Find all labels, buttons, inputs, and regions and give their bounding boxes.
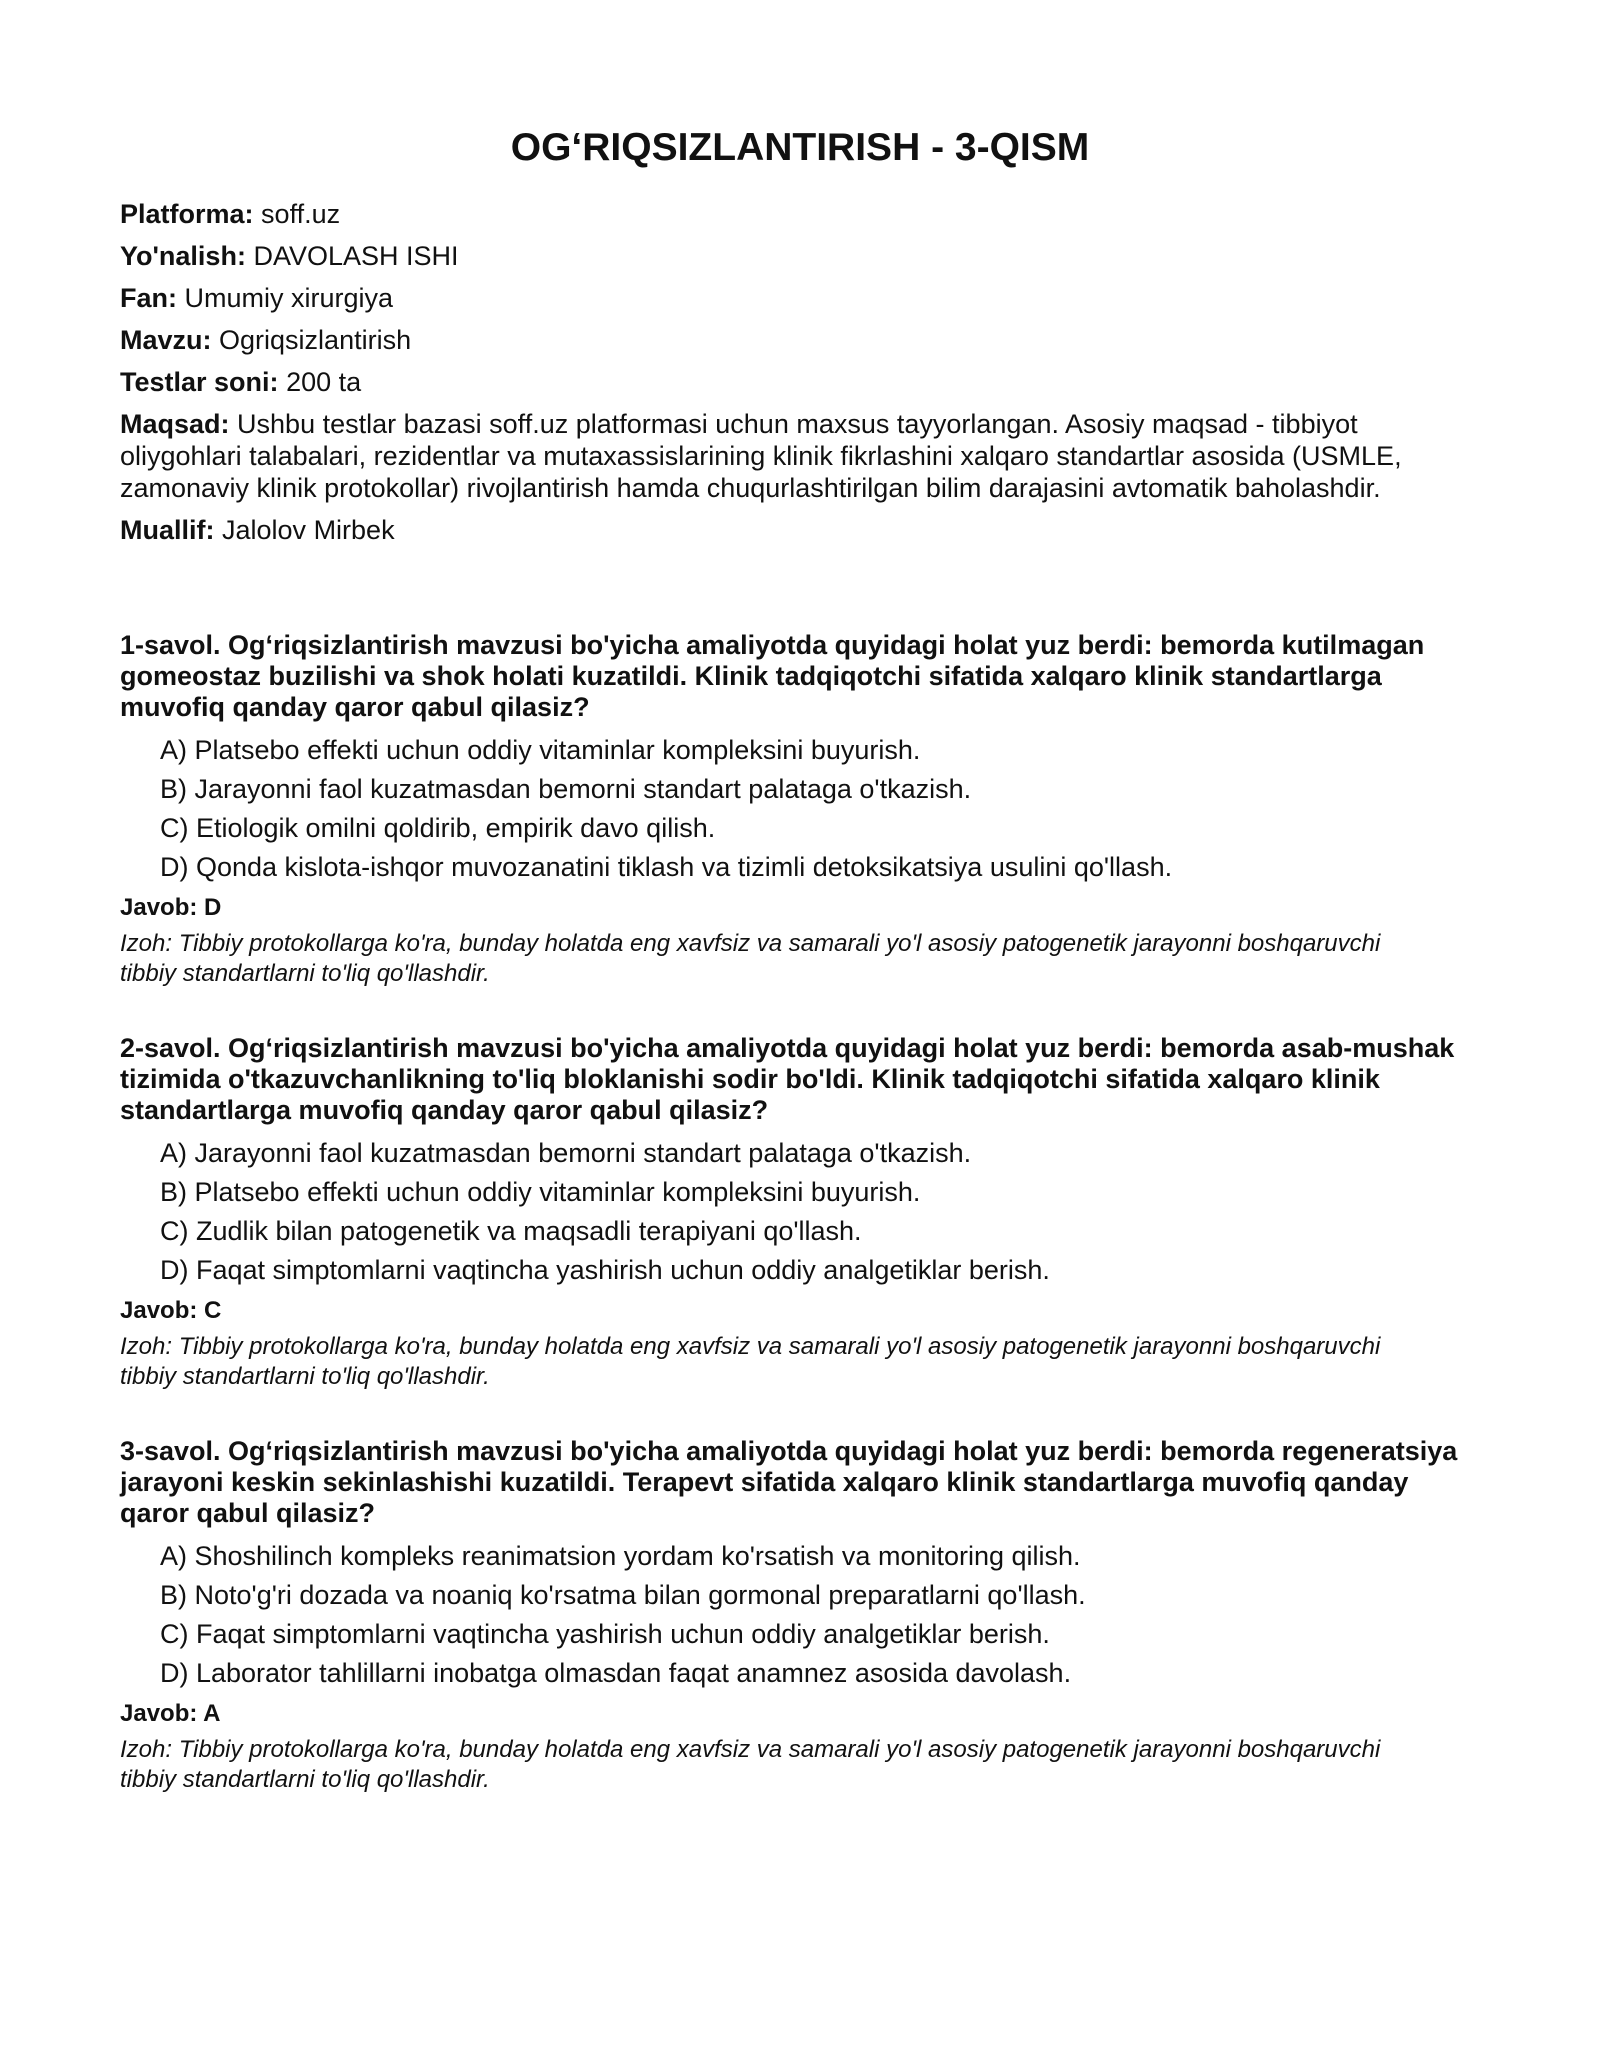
meta-direction xyxy=(120,240,1480,272)
meta-author-key: Muallif: xyxy=(120,515,215,545)
question-3 xyxy=(120,1436,1480,1795)
meta-topic xyxy=(120,324,1480,356)
question-1 xyxy=(120,630,1480,989)
option-b: B) Platsebo effekti uchun oddiy vitaminlar kompleksini buyurish. xyxy=(160,1177,921,1207)
answer-options xyxy=(120,1138,1480,1286)
meta-direction-value: DAVOLASH ISHI xyxy=(253,241,459,271)
meta-test-count-key: Testlar soni: xyxy=(120,367,279,397)
question-text: 1-savol. Og‘riqsizlantirish mavzusi bo'yicha amaliyotda quyidagi holat yuz berdi: bemorda kutilmagan gomeostaz buzilishi va shok holati kuzatildi. Klinik tadqiqotchi sifatida xalqaro klinik standartlarga muvofiq qanday qaror qabul qilasiz? xyxy=(120,630,1425,722)
document-page xyxy=(120,0,1480,1839)
meta-topic-value: Ogriqsizlantirish xyxy=(219,325,412,355)
option-c: C) Zudlik bilan patogenetik va maqsadli terapiyani qo'llash. xyxy=(160,1216,862,1246)
document-meta xyxy=(120,198,1480,546)
question-text: 2-savol. Og‘riqsizlantirish mavzusi bo'yicha amaliyotda quyidagi holat yuz berdi: bemorda asab-mushak tizimida o'tkazuvchanlikning to'liq bloklanishi sodir bo'ldi. Klinik tadqiqotchi sifatida xalqaro klinik standartlarga muvofiq qanday qaror qabul qilasiz? xyxy=(120,1033,1455,1125)
meta-goal xyxy=(120,408,1470,504)
option-d: D) Qonda kislota-ishqor muvozanatini tiklash va tizimli detoksikatsiya usulini qo'llash. xyxy=(160,852,1173,882)
meta-subject-key: Fan: xyxy=(120,283,177,313)
meta-goal-key: Maqsad: xyxy=(120,409,230,439)
option-a: A) Shoshilinch kompleks reanimatsion yordam ko'rsatish va monitoring qilish. xyxy=(160,1541,1081,1571)
meta-author-value: Jalolov Mirbek xyxy=(222,515,395,545)
meta-goal-value: Ushbu testlar bazasi soff.uz platformasi uchun maxsus tayyorlangan. Asosiy maqsad - tibbiyot oliygohlari talabalari, rezidentlar va mutaxassislarining klinik fikrlashini xalqaro standartlar asosida (USMLE, zamonaviy klinik protokollar) rivojlantirish hamda chuqurlashtirilgan bilim darajasini avtomatik baholashdir. xyxy=(120,409,1402,503)
option-a: A) Platsebo effekti uchun oddiy vitaminlar kompleksini buyurish. xyxy=(160,735,921,765)
correct-answer: Javob: A xyxy=(120,1700,221,1727)
meta-topic-key: Mavzu: xyxy=(120,325,212,355)
option-b: B) Jarayonni faol kuzatmasdan bemorni standart palataga o'tkazish. xyxy=(160,774,972,804)
meta-direction-key: Yo'nalish: xyxy=(120,241,246,271)
document-title: OG‘RIQSIZLANTIRISH - 3-QISM xyxy=(510,126,1090,169)
meta-platform-key: Platforma: xyxy=(120,199,254,229)
answer-explanation: Izoh: Tibbiy protokollarga ko'ra, bunday holatda eng xavfsiz va samarali yo'l asosiy patogenetik jarayonni boshqaruvchi tibbiy standartlarni to'liq qo'llashdir. xyxy=(120,1333,1381,1390)
option-a: A) Jarayonni faol kuzatmasdan bemorni standart palataga o'tkazish. xyxy=(160,1138,972,1168)
meta-subject xyxy=(120,282,1480,314)
meta-author xyxy=(120,514,1480,546)
answer-options xyxy=(120,1541,1480,1689)
answer-options xyxy=(120,735,1480,883)
meta-subject-value: Umumiy xirurgiya xyxy=(184,283,394,313)
answer-explanation: Izoh: Tibbiy protokollarga ko'ra, bunday holatda eng xavfsiz va samarali yo'l asosiy patogenetik jarayonni boshqaruvchi tibbiy standartlarni to'liq qo'llashdir. xyxy=(120,1736,1381,1793)
option-b: B) Noto'g'ri dozada va noaniq ko'rsatma bilan gormonal preparatlarni qo'llash. xyxy=(160,1580,1086,1610)
meta-platform xyxy=(120,198,1480,230)
answer-explanation: Izoh: Tibbiy protokollarga ko'ra, bunday holatda eng xavfsiz va samarali yo'l asosiy patogenetik jarayonni boshqaruvchi tibbiy standartlarni to'liq qo'llashdir. xyxy=(120,930,1381,987)
correct-answer: Javob: D xyxy=(120,894,222,921)
question-2 xyxy=(120,1033,1480,1392)
meta-test-count-value: 200 ta xyxy=(286,367,362,397)
meta-test-count xyxy=(120,366,1480,398)
option-c: C) Faqat simptomlarni vaqtincha yashirish uchun oddiy analgetiklar berish. xyxy=(160,1619,1050,1649)
option-d: D) Faqat simptomlarni vaqtincha yashirish uchun oddiy analgetiklar berish. xyxy=(160,1255,1050,1285)
option-d: D) Laborator tahlillarni inobatga olmasdan faqat anamnez asosida davolash. xyxy=(160,1658,1072,1688)
meta-platform-value: soff.uz xyxy=(261,199,341,229)
question-text: 3-savol. Og‘riqsizlantirish mavzusi bo'yicha amaliyotda quyidagi holat yuz berdi: bemorda regeneratsiya jarayoni keskin sekinlashishi kuzatildi. Terapevt sifatida xalqaro klinik standartlarga muvofiq qanday qaror qabul qilasiz? xyxy=(120,1436,1458,1528)
option-c: C) Etiologik omilni qoldirib, empirik davo qilish. xyxy=(160,813,716,843)
question-list xyxy=(120,630,1480,1795)
correct-answer: Javob: C xyxy=(120,1297,222,1324)
